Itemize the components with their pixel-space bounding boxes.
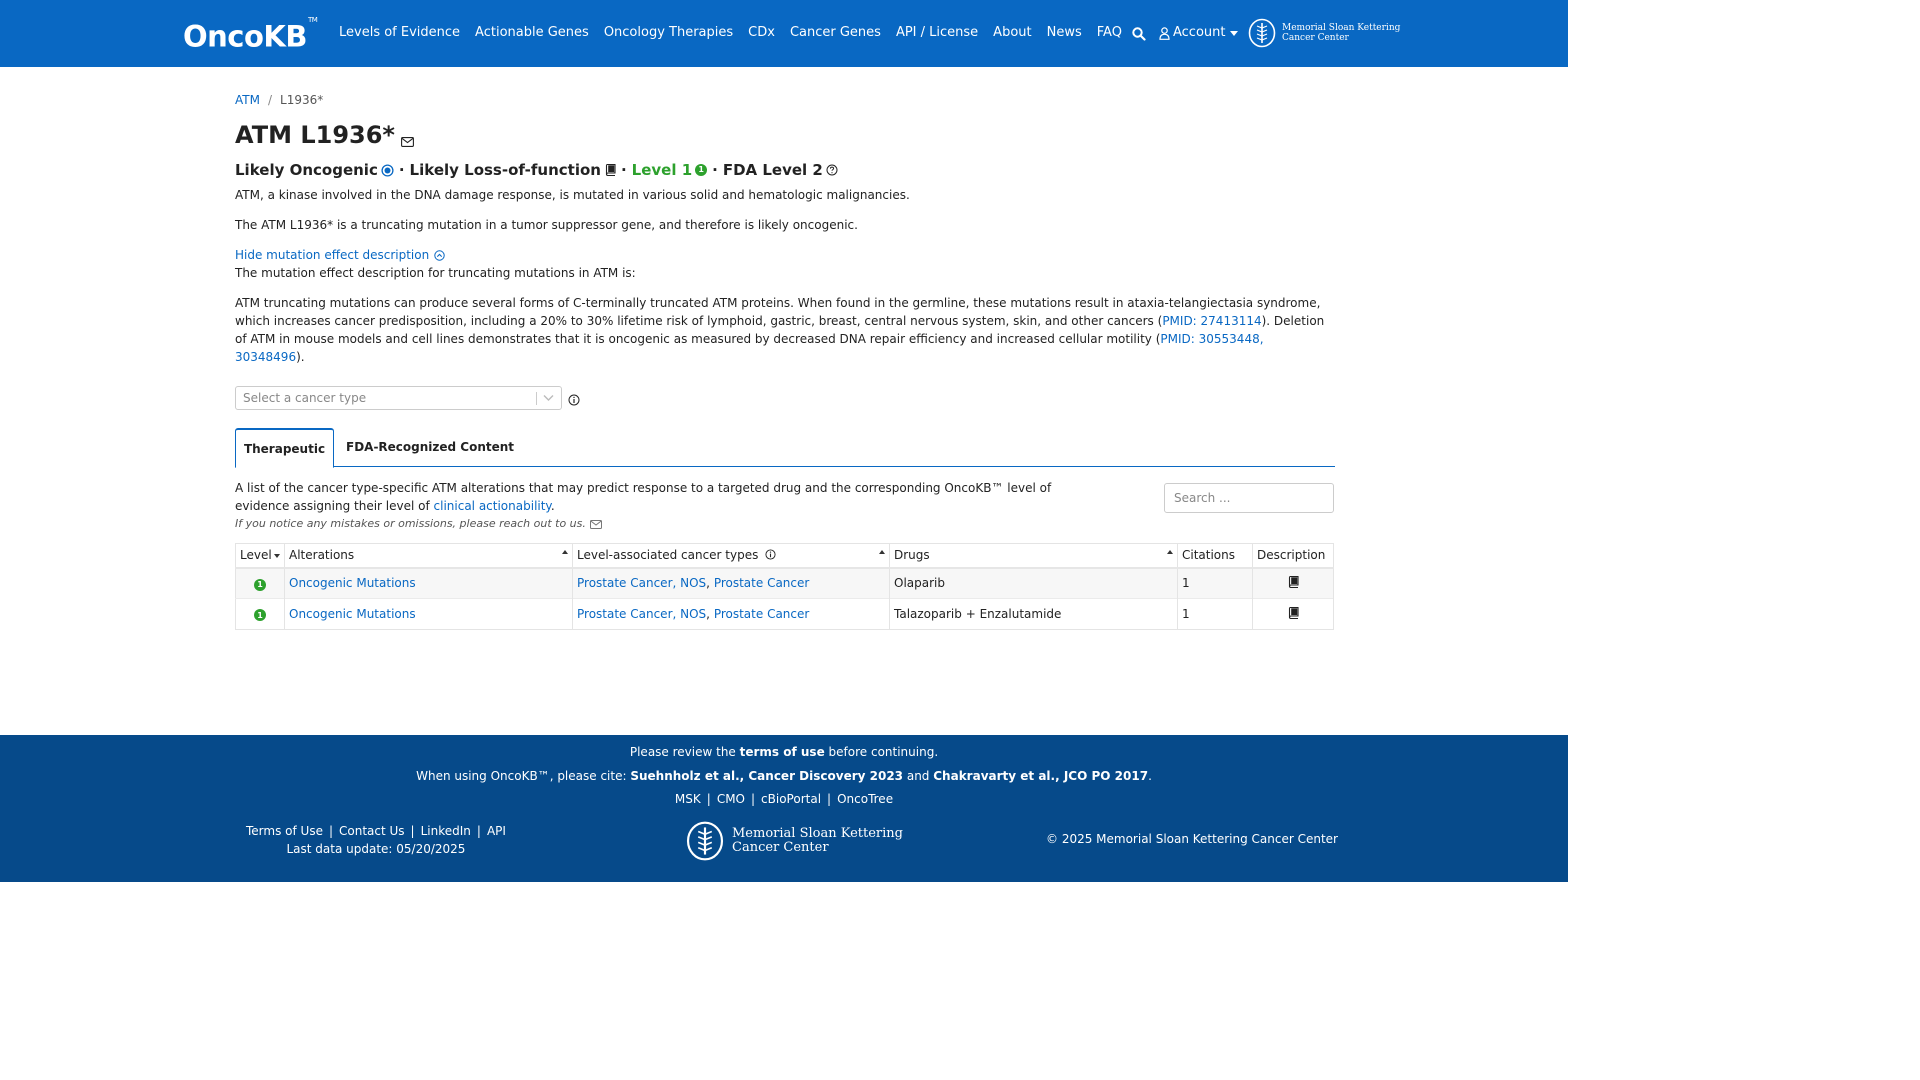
msk-logo-text: Memorial Sloan Kettering Cancer Center (1282, 23, 1401, 43)
chevron-down-icon (1230, 31, 1238, 36)
citation-notice (0, 768, 1568, 784)
chevron-up-circle-icon (434, 250, 445, 261)
mutation-effect-label: Likely Loss-of-function (409, 161, 601, 179)
table-header-row (236, 544, 1334, 568)
pmid-link[interactable]: PMID: 30553448, 30348496 (235, 332, 1264, 364)
terms-notice-text: Please review the (629, 745, 740, 759)
info-icon[interactable] (568, 391, 580, 410)
footer-link-contact[interactable]: Contact Us (339, 824, 405, 838)
footer (0, 735, 1568, 882)
nav-about[interactable]: About (993, 25, 1032, 40)
terms-notice (0, 744, 1568, 760)
header-alterations[interactable] (285, 544, 573, 568)
footer-link-cmo[interactable]: CMO (716, 792, 745, 806)
desc-text: . (550, 499, 555, 513)
msk-logo[interactable] (1248, 18, 1400, 48)
oncogenicity-label: Likely Oncogenic (235, 161, 378, 179)
hide-mutation-effect-toggle[interactable] (235, 246, 1335, 264)
footer-link-terms[interactable]: Terms of Use (246, 824, 323, 838)
page-title-text: ATM L1936* (235, 121, 395, 149)
effect-text-part: ATM truncating mutations can produce several forms of C-terminally truncated ATM proteins. When found in the germline, these mutations result in ataxia-telangiectasia syndrome, which increases cancer predisposition, including a 20% to 30% lifetime risk of lymphoid, gastric, breast, central nervous system, skin, and other cancers ( (235, 296, 1321, 328)
feedback-note (235, 515, 1335, 533)
breadcrumb-alteration: L1936* (280, 93, 324, 107)
citation-text: When using OncoKB™, please cite: (416, 769, 631, 783)
nav-news[interactable]: News (1046, 25, 1082, 40)
cancer-type-link[interactable]: Prostate Cancer, NOS (577, 576, 707, 591)
therapeutic-description (235, 479, 1075, 515)
alteration-link[interactable]: Oncogenic Mutations (289, 576, 416, 591)
header-description[interactable]: Description (1253, 544, 1334, 568)
description-cell (1253, 599, 1334, 630)
tab-therapeutic[interactable]: Therapeutic (235, 428, 334, 468)
footer-msk-logo[interactable] (686, 820, 903, 862)
sort-asc-icon (562, 550, 568, 554)
cancer-type-link[interactable]: Prostate Cancer (713, 607, 810, 621)
nav-actionable-genes[interactable]: Actionable Genes (475, 25, 589, 40)
level-1-badge: 1 (695, 164, 707, 176)
trademark-mark: TM (308, 16, 318, 24)
header-citations[interactable]: Citations (1178, 544, 1253, 568)
header-alterations-label: Alterations (289, 548, 355, 563)
oncogenic-target-icon (381, 164, 394, 177)
drugs-cell: Talazoparib + Enzalutamide (890, 599, 1178, 630)
cancer-type-select[interactable] (235, 386, 562, 410)
sort-asc-icon (1167, 550, 1173, 554)
msk-emblem-icon (686, 820, 724, 862)
info-icon[interactable] (765, 549, 776, 560)
level-cell (236, 568, 285, 599)
sort-desc-icon (274, 554, 280, 558)
feedback-note-text: If you notice any mistakes or omissions, please reach out to us. (235, 517, 586, 530)
oncokb-logo[interactable]: OncoKB™ (183, 16, 318, 54)
therapeutic-table (235, 543, 1334, 630)
nav-cdx[interactable]: CDx (748, 25, 775, 40)
mail-icon[interactable] (401, 124, 414, 154)
citation-text: . (1148, 769, 1152, 783)
gene-summary: ATM, a kinase involved in the DNA damage response, is mutated in various solid and hematologic malignancies. (235, 188, 910, 202)
search-icon[interactable] (1132, 26, 1146, 45)
help-icon[interactable] (826, 164, 838, 176)
fda-level-label: FDA Level 2 (722, 161, 823, 179)
nav-oncology-therapies[interactable]: Oncology Therapies (603, 25, 734, 40)
cancer-type-link[interactable]: Prostate Cancer, NOS (577, 607, 707, 621)
chevron-down-icon (543, 394, 554, 402)
footer-link-cbioportal[interactable]: cBioPortal (761, 792, 822, 806)
separator-dot: · (712, 161, 718, 179)
level-cell (236, 599, 285, 630)
book-icon[interactable] (1288, 607, 1299, 619)
nav-api-license[interactable]: API / License (895, 25, 979, 40)
tab-fda-recognized-content[interactable]: FDA-Recognized Content (346, 440, 515, 454)
citation-text: and (903, 769, 934, 783)
sort-asc-icon (879, 550, 885, 554)
header-cancer-types-label: Level-associated cancer types (577, 548, 759, 563)
comma: , (706, 607, 714, 621)
footer-partner-links: MSK | CMO | cBioPortal | OncoTree (674, 792, 894, 806)
main-content (235, 92, 1335, 630)
clinical-actionability-link[interactable]: clinical actionability (433, 499, 551, 513)
footer-link-msk[interactable]: MSK (674, 792, 701, 806)
account-menu[interactable] (1159, 24, 1238, 42)
user-icon (1159, 27, 1170, 40)
alteration-cell (285, 568, 573, 599)
mutation-effect-intro: The mutation effect description for truncating mutations in ATM is: (235, 266, 636, 280)
citation-link[interactable]: Chakravarty et al., JCO PO 2017 (933, 769, 1149, 783)
book-icon[interactable] (605, 164, 616, 176)
cancer-types-cell (573, 568, 890, 599)
book-icon[interactable] (1288, 576, 1299, 588)
table-row (236, 599, 1334, 630)
header-level-label: Level (240, 548, 272, 563)
cancer-type-placeholder: Select a cancer type (243, 391, 367, 405)
level-1-badge: 1 (254, 609, 266, 621)
effect-text-part: ). (296, 350, 305, 364)
separator-dot: · (620, 161, 627, 179)
highest-level-label: Level 1 (631, 161, 693, 179)
nav-menu (339, 24, 1137, 42)
footer-msk-text: Memorial Sloan Kettering Cancer Center (732, 826, 903, 855)
breadcrumb (235, 92, 1335, 108)
variant-summary: The ATM L1936* is a truncating mutation in a tumor suppressor gene, and therefore is likely oncogenic. (235, 218, 858, 232)
level-1-badge: 1 (254, 579, 266, 591)
top-navbar (0, 0, 1568, 67)
description-cell (1253, 568, 1334, 599)
cancer-types-cell (573, 599, 890, 630)
footer-link-oncotree[interactable]: OncoTree (837, 792, 894, 806)
page-title (235, 116, 1335, 154)
citations-cell[interactable]: 1 (1178, 599, 1253, 630)
hide-mutation-effect-link[interactable]: Hide mutation effect description (235, 248, 430, 262)
footer-link-linkedin[interactable]: LinkedIn (420, 824, 471, 838)
pmid-link[interactable]: PMID: 27413114 (1162, 314, 1262, 328)
mutation-effect-description (235, 294, 1335, 366)
breadcrumb-gene-link[interactable]: ATM (235, 93, 260, 107)
last-data-update: Last data update: 05/20/2025 (286, 842, 466, 856)
header-drugs[interactable] (890, 544, 1178, 568)
desc-text: A list of the cancer type-specific ATM alterations that may predict response to a targeted drug and the corresponding OncoKB™ level of evidence assigning their level of (235, 481, 1052, 513)
comma: , (706, 576, 714, 591)
account-label: Account (1173, 25, 1226, 40)
table-search-input[interactable]: Search ... (1164, 483, 1334, 513)
msk-emblem-icon (1248, 18, 1276, 48)
effect-text-part: ). Deletion of ATM in mouse models and cell lines demonstrates that it is oncogenic as measured by decreased DNA repair efficiency and increased cellular motility ( (235, 314, 1325, 346)
terms-notice-text: before continuing. (824, 745, 939, 759)
tab-bar (235, 428, 1335, 467)
nav-faq[interactable]: FAQ (1096, 25, 1122, 40)
header-cancer-types[interactable] (573, 544, 890, 568)
nav-levels-of-evidence[interactable]: Levels of Evidence (339, 25, 461, 40)
cancer-type-link[interactable]: Prostate Cancer (713, 576, 810, 591)
citations-cell[interactable]: 1 (1178, 568, 1253, 599)
footer-left: Terms of Use | Contact Us | LinkedIn | API Last data update: 05/20/2025 (246, 824, 506, 856)
mail-icon[interactable] (590, 520, 602, 529)
breadcrumb-separator: / (267, 93, 273, 107)
copyright: © 2025 Memorial Sloan Kettering Cancer Center (1046, 832, 1338, 846)
alteration-link[interactable]: Oncogenic Mutations (289, 607, 416, 621)
terms-of-use-link[interactable]: terms of use (739, 745, 825, 759)
separator-dot: · (398, 161, 405, 179)
header-drugs-label: Drugs (894, 548, 930, 563)
header-level[interactable] (236, 544, 285, 568)
footer-link-api[interactable]: API (486, 824, 506, 838)
alteration-cell (285, 599, 573, 630)
citation-link[interactable]: Suehnholz et al., Cancer Discovery 2023 (630, 769, 904, 783)
select-divider (536, 392, 537, 405)
table-row (236, 568, 1334, 599)
variant-summary-line (235, 160, 1335, 180)
drugs-cell: Olaparib (890, 568, 1178, 599)
nav-cancer-genes[interactable]: Cancer Genes (789, 25, 881, 40)
